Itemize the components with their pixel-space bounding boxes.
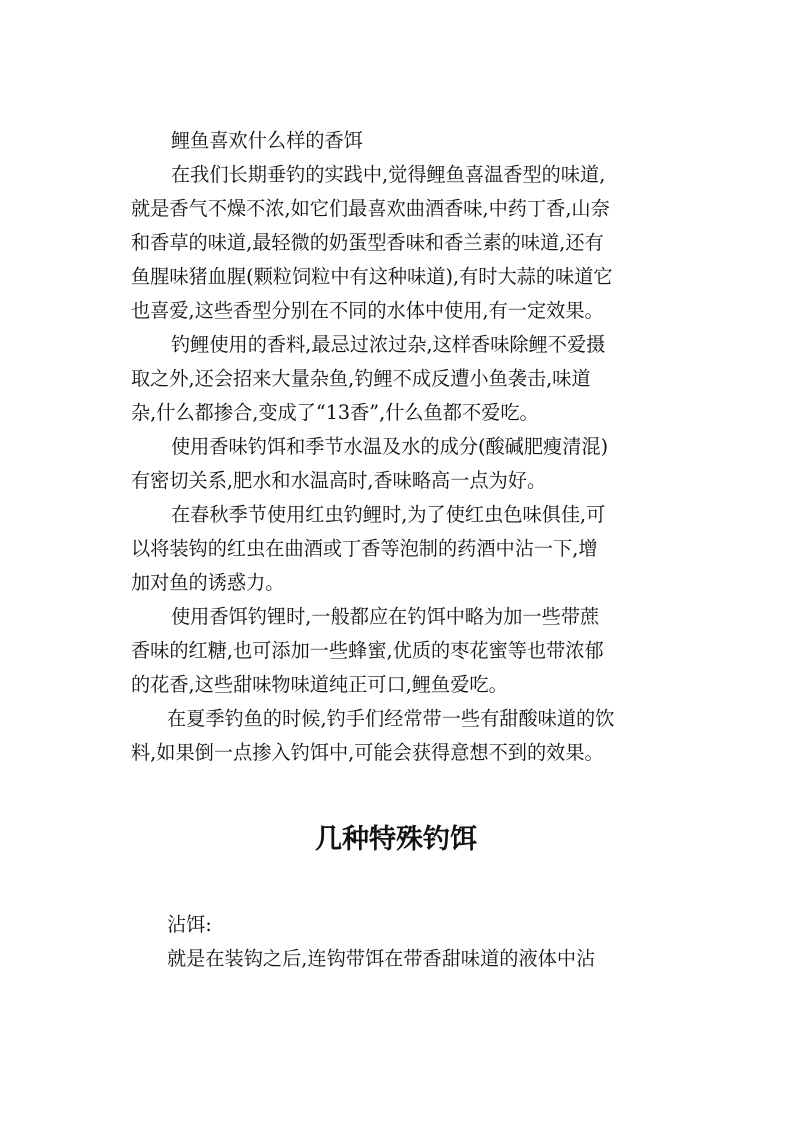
paragraph-line: 和香草的味道,最轻微的奶蛋型香味和香兰素的味道,还有 — [131, 231, 604, 254]
paragraph-aroma-preference — [131, 158, 661, 328]
paragraph-line: 香味的红糖,也可添加一些蜂蜜,优质的枣花蜜等也带浓郁 — [131, 639, 604, 662]
page-content — [131, 124, 661, 976]
spacer — [131, 860, 661, 908]
spacer — [131, 770, 661, 820]
paragraph-line: 在夏季钓鱼的时候,钓手们经常带一些有甜酸味道的饮 — [167, 707, 615, 730]
section-heading: 几种特殊钓饵 — [315, 824, 477, 855]
section-subheading: 沾饵: — [167, 913, 212, 936]
paragraph-line: 有密切关系,肥水和水温高时,香味略高一点为好。 — [131, 469, 547, 492]
paragraph-summer-drinks — [131, 702, 661, 770]
paragraph-line: 在我们长期垂钓的实践中,觉得鲤鱼喜温香型的味道, — [171, 163, 606, 186]
paragraph-line: 鱼腥味猪血腥(颗粒饲粒中有这种味道),有时大蒜的味道它 — [131, 265, 613, 288]
paragraph-season-water — [131, 430, 661, 498]
paragraph-line: 杂,什么都掺合,变成了“13香”,什么鱼都不爱吃。 — [131, 401, 539, 424]
paragraph-line: 在春秋季节使用红虫钓鲤时,为了使红虫色味俱佳,可 — [171, 503, 606, 526]
article-title: 鲤鱼喜欢什么样的香饵 — [171, 129, 363, 152]
paragraph-line: 料,如果倒一点掺入钓饵中,可能会获得意想不到的效果。 — [131, 741, 604, 764]
paragraph-avoid-mixed-scents — [131, 328, 661, 430]
paragraph-line: 以将装钩的红虫在曲酒或丁香等泡制的药酒中沾一下,增 — [131, 537, 598, 560]
paragraph-line: 使用香味钓饵和季节水温及水的成分(酸碱肥瘦清混) — [171, 435, 609, 458]
paragraph-line: 就是香气不燥不浓,如它们最喜欢曲酒香味,中药丁香,山奈 — [131, 197, 610, 220]
paragraph-line: 加对鱼的诱惑力。 — [131, 571, 285, 594]
paragraph-line: 取之外,还会招来大量杂鱼,钓鲤不成反遭小鱼袭击,味道 — [131, 367, 591, 390]
paragraph-red-worm — [131, 498, 661, 600]
paragraph-line: 就是在装钩之后,连钩带饵在带香甜味道的液体中沾 — [167, 947, 596, 970]
paragraph-line: 钓鲤使用的香料,最忌过浓过杂,这样香味除鲤不爱摄 — [171, 333, 606, 356]
paragraph-sugar-honey — [131, 600, 661, 702]
paragraph-line: 使用香饵钓锂时,一般都应在钓饵中略为加一些带蔗 — [171, 605, 600, 628]
paragraph-line: 也喜爱,这些香型分别在不同的水体中使用,有一定效果。 — [131, 299, 604, 322]
paragraph-line: 的花香,这些甜味物味道纯正可口,鲤鱼爱吃。 — [131, 673, 508, 696]
